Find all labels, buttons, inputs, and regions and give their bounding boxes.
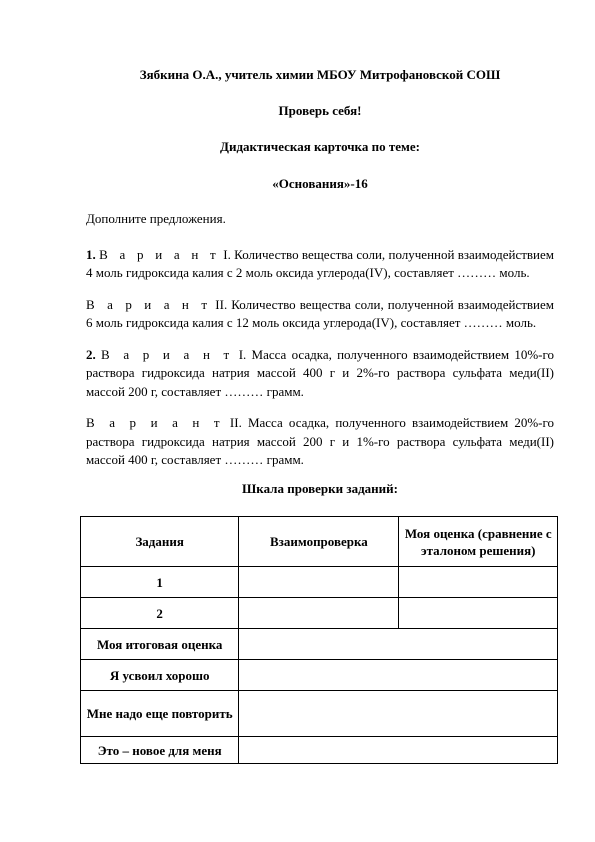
col-tasks-header: Задания (135, 534, 184, 549)
row-task-2: 2 (156, 605, 163, 621)
row-learned-well: Я усвоил хорошо (109, 667, 210, 683)
task1-variant1-text: I. Количество вещества соли, полученной взаимодействием 4 моль гидроксида калия с 2 моль оксида углерода(IV), составляет ……… моль. (86, 246, 554, 280)
table-row (81, 691, 558, 737)
row-new-for-me: Это – новое для меня (97, 742, 222, 758)
scale-table (80, 516, 558, 764)
variant-label: В а р и а н т (99, 246, 220, 262)
table-row (81, 629, 558, 660)
task2-variant1-text: I. Масса осадка, полученного взаимодействием 10%-го раствора гидроксида натрия массой 400 г и 2%-го раствора сульфата меди(II) массой 200 г, составляет ……… грамм. (86, 346, 555, 399)
card-title: Дидактическая карточка по теме: (220, 139, 420, 154)
table-row (81, 660, 558, 691)
table-cell-empty[interactable] (239, 629, 558, 660)
table-cell-empty[interactable] (239, 660, 558, 691)
table-cell (81, 737, 239, 764)
table-cell-empty[interactable] (239, 691, 558, 737)
task2-variant2 (86, 414, 554, 470)
table-header-cell (239, 517, 399, 567)
document-page (86, 63, 554, 497)
row-final-grade: Моя итоговая оценка (96, 636, 223, 652)
variant-label: В а р и а н т (86, 296, 212, 312)
task2-variant2-text: II. Масса осадка, полученного взаимодействием 20%-го раствора гидроксида натрия массой 200 г и 1%-го раствора сульфата меди(II) массой 400 г, составляет ……… грамм. (86, 415, 555, 467)
table-cell (81, 567, 239, 598)
table-cell-empty[interactable] (239, 737, 558, 764)
table-cell-empty[interactable] (399, 598, 558, 629)
scale-title: Шкала проверки заданий: (242, 480, 398, 496)
variant-label: В а р и а н т (86, 415, 224, 430)
task1-number: 1. (86, 246, 96, 262)
table-cell (81, 660, 239, 691)
table-cell-empty[interactable] (239, 598, 399, 629)
table-row (81, 598, 558, 629)
check-title: Проверь себя! (278, 103, 362, 118)
table-header-cell (81, 517, 239, 567)
row-task-1: 1 (156, 574, 163, 590)
topic-title: «Основания»-16 (272, 176, 368, 191)
table-cell-empty[interactable] (399, 567, 558, 598)
task2-variant1 (86, 346, 554, 402)
table-row (81, 737, 558, 764)
task2-number: 2. (86, 346, 96, 362)
task1-variant1 (86, 246, 554, 283)
author-line: Зябкина О.А., учитель химии МБОУ Митрофановской СОШ (139, 67, 501, 82)
variant-label: В а р и а н т (101, 346, 234, 362)
row-need-repeat: Мне надо еще повторить (86, 706, 233, 721)
task1-variant2 (86, 296, 554, 333)
table-header-row (81, 517, 558, 567)
intro-text: Дополните предложения. (86, 211, 226, 226)
table-cell-empty[interactable] (239, 567, 399, 598)
table-cell (81, 629, 239, 660)
table-row (81, 567, 558, 598)
col-peer-check-header: Взаимопроверка (270, 534, 368, 549)
table-cell (81, 598, 239, 629)
task1-variant2-text: II. Количество вещества соли, полученной взаимодействием 6 моль гидроксида калия с 12 моль оксида углерода(IV), составляет ……… моль. (86, 296, 554, 330)
table-cell (81, 691, 239, 737)
table-header-cell (399, 517, 558, 567)
col-self-grade-header: Моя оценка (сравнение с эталоном решения) (404, 525, 552, 558)
